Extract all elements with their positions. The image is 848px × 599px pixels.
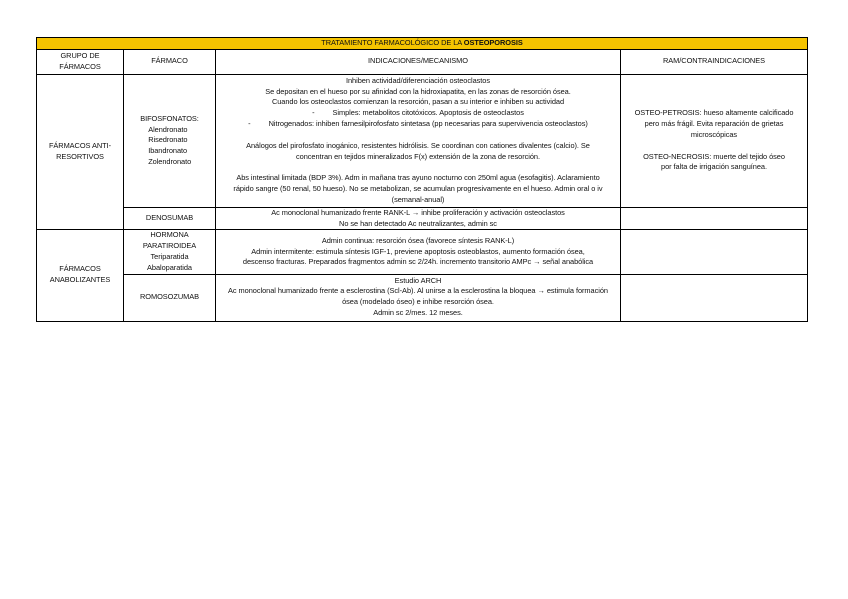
drug-item: Risedronato [148,135,188,145]
mechanism-line: Abs intestinal limitada (BDP 3%). Adm in mañana tras ayuno nocturno con 250ml agua (esofagitis). Aclaramiento rápido sangre (50 renal, 50 hueso). No se metabolizan, se acumulan progresivamente en el hueso. Admin oral o iv (semanal-anual) [233,173,603,204]
table-title [37,38,808,50]
anabolic-group: FÁRMACOS ANABOLIZANTES [37,230,124,321]
pth-names [124,230,216,274]
mechanism-line: Inhiben actividad/diferenciación osteoclastos [345,75,490,85]
ram-osteopetrosis: OSTEO-PETROSIS: hueso altamente calcificado pero más frágil. Evita reparación de grietas microscópicas [634,108,794,139]
header-ram: RAM/CONTRAINDICACIONES [621,49,808,74]
header-group: GRUPO DE FÁRMACOS [37,49,124,74]
drug-item: Alendronato [148,124,188,134]
bisphosphonates-drugs [124,74,216,207]
mechanism-line: Admin intermitente: estimula síntesis IGF-1, previene apoptosis osteoblastos, aumento formación ósea, descenso fracturas. Preparados fragmentos admin sc 2/24h. incremento transitorio AMPc → señal anabólica [242,246,594,267]
drug-item: Ibandronato [148,146,188,156]
romosozumab-name: ROMOSOZUMAB [124,274,216,321]
pth-mechanism [216,230,621,274]
spacer [220,162,616,173]
mechanism-line: Ac monoclonal humanizado frente RANK-L → inhibe proliferación y activación osteoclastos [271,207,565,217]
mechanism-line: Se depositan en el hueso por su afinidad con la hidroxiapatita, en las zonas de resorción ósea. [265,86,571,96]
bisphosphonates-ram [621,74,808,207]
drug-item: Zolendronato [148,156,192,166]
header-drug: FÁRMACO [124,49,216,74]
antiresorptive-group: FÁRMACOS ANTI-RESORTIVOS [37,74,124,230]
mechanism-line: Ac monoclonal humanizado frente a esclerostina (Scl-Ab). Al unirse a la esclerostina la bloquea → estimula formación ósea (modelado óseo) e inhibe resorción ósea. [228,286,608,307]
spacer [220,130,616,141]
title-bold: OSTEOPOROSIS [463,38,523,47]
pth-name-line: PARATIROIDEA [142,241,197,251]
mechanism-line: Análogos del pirofosfato inogánico, resistentes hidrólisis. Se coordinan con cationes divalentes (calcio). Se concentran en tejidos mineralizados F(x) extensión de la zona de resorción. [246,140,590,161]
pth-row [37,230,808,274]
mechanism-line: - Nitrogenados: inhiben farnesilpirofosfato sintetasa (pp necesarias para supervivencia osteoclastos) [248,118,588,128]
ram-osteonecrosis: OSTEO-NECROSIS: muerte del tejido óseo por falta de irrigación sanguínea. [643,151,785,172]
mechanism-line: Admin continua: resorción ósea (favorece síntesis RANK-L) [321,235,515,245]
romosozumab-row [37,274,808,321]
denosumab-row [37,207,808,230]
header-indications: INDICACIONES/MECANISMO [216,49,621,74]
bisphosphonates-mechanism [216,74,621,207]
pth-name-line: HORMONA [150,230,189,240]
osteoporosis-table [36,37,808,322]
mechanism-line: - Simples: metabolitos citotóxicos. Apoptosis de osteoclastos [312,108,524,118]
romosozumab-ram [621,274,808,321]
bisphosphonates-list [140,114,199,168]
pth-name-line: Teriparatida [150,251,189,261]
pth-name-line: Abaloparatida [147,262,192,272]
title-row [37,38,808,50]
title-prefix: TRATAMIENTO FARMACOLÓGICO DE LA [321,38,464,47]
bisphosphonates-heading: BIFOSFONATOS: [140,113,199,123]
mechanism-line: No se han detectado Ac neutralizantes, admin sc [339,218,497,228]
denosumab-ram [621,207,808,230]
romosozumab-mechanism [216,274,621,321]
denosumab-mechanism [216,207,621,230]
mechanism-line: Admin sc 2/mes. 12 meses. [373,307,463,317]
denosumab-name: DENOSUMAB [124,207,216,230]
mechanism-line: Estudio ARCH [394,275,442,285]
bisphosphonates-row [37,74,808,207]
spacer [629,141,799,152]
header-row [37,49,808,74]
pth-ram [621,230,808,274]
mechanism-line: Cuando los osteoclastos comienzan la resorción, pasan a su interior e inhiben su actividad [271,97,565,107]
